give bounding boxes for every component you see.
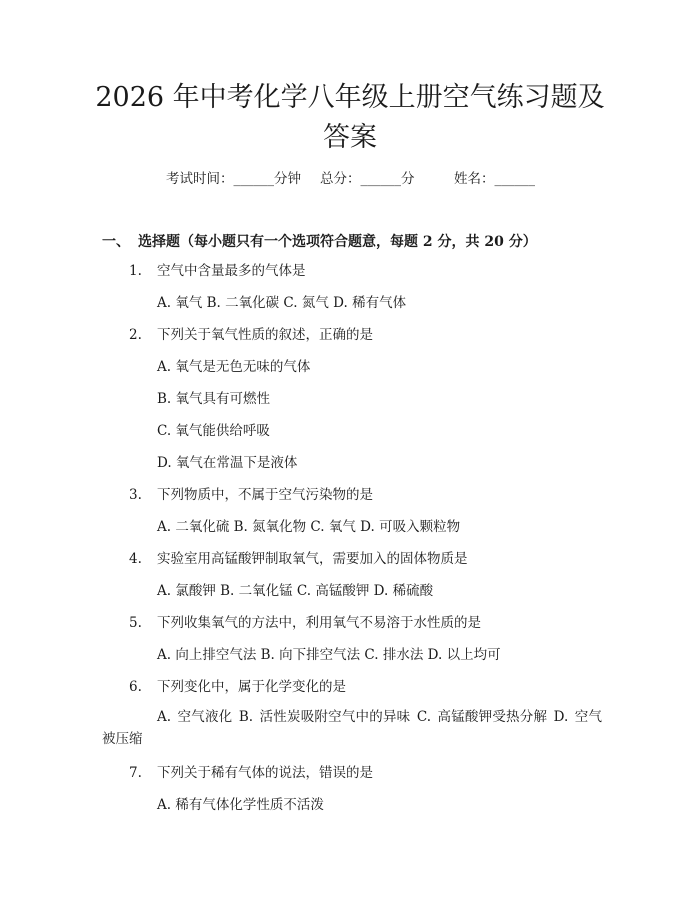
option-line: A. 氧气 B. 二氧化碳 C. 氮气 D. 稀有气体 [157,295,407,311]
section-heading [102,231,537,251]
exam-time-label: 考试时间：______分钟 [166,171,301,187]
question-text: 下列收集氧气的方法中，利用氧气不易溶于水性质的是 [157,615,481,631]
question-number: 6. [129,679,142,695]
question-number: 3. [129,487,142,503]
question-text: 实验室用高锰酸钾制取氧气，需要加入的固体物质是 [157,551,468,567]
option-line: C. 氧气能供给呼吸 [157,423,270,439]
question-text: 下列关于稀有气体的说法，错误的是 [157,765,373,781]
name-label: 姓名：______ [454,171,535,187]
total-score-label: 总分：______分 [320,171,415,187]
option-line: A. 氧气是无色无味的气体 [157,359,311,375]
question-text: 空气中含量最多的气体是 [157,263,306,279]
question-number: 5. [129,615,142,631]
option-line: D. 氧气在常温下是液体 [157,455,298,471]
question-6-options: A. 空气液化 B. 活性炭吸附空气中的异味 C. 高锰酸钾受热分解 D. 空气被压缩 [102,709,602,747]
document-title: 2026 年中考化学八年级上册空气练习题及答案 [95,82,605,153]
option-line: A. 向上排空气法 B. 向下排空气法 C. 排水法 D. 以上均可 [157,647,501,663]
question-text: 下列物质中，不属于空气污染物的是 [157,487,373,503]
option-line: A. 氯酸钾 B. 二氧化锰 C. 高锰酸钾 D. 稀硫酸 [157,583,434,599]
option-line: A. 二氧化硫 B. 氮氧化物 C. 氧气 D. 可吸入颗粒物 [157,519,461,535]
question-text: 下列变化中，属于化学变化的是 [157,679,346,695]
option-line: B. 氧气具有可燃性 [157,391,271,407]
question-number: 4. [129,551,142,567]
question-text: 下列关于氧气性质的叙述，正确的是 [157,327,373,343]
option-line: A. 稀有气体化学性质不活泼 [157,797,324,813]
question-number: 2. [129,327,142,343]
question-number: 1. [129,263,142,279]
section-title: 选择题（每小题只有一个选项符合题意，每题 2 分，共 20 分） [138,234,537,250]
section-number: 一、 [102,234,130,250]
question-number: 7. [129,765,142,781]
